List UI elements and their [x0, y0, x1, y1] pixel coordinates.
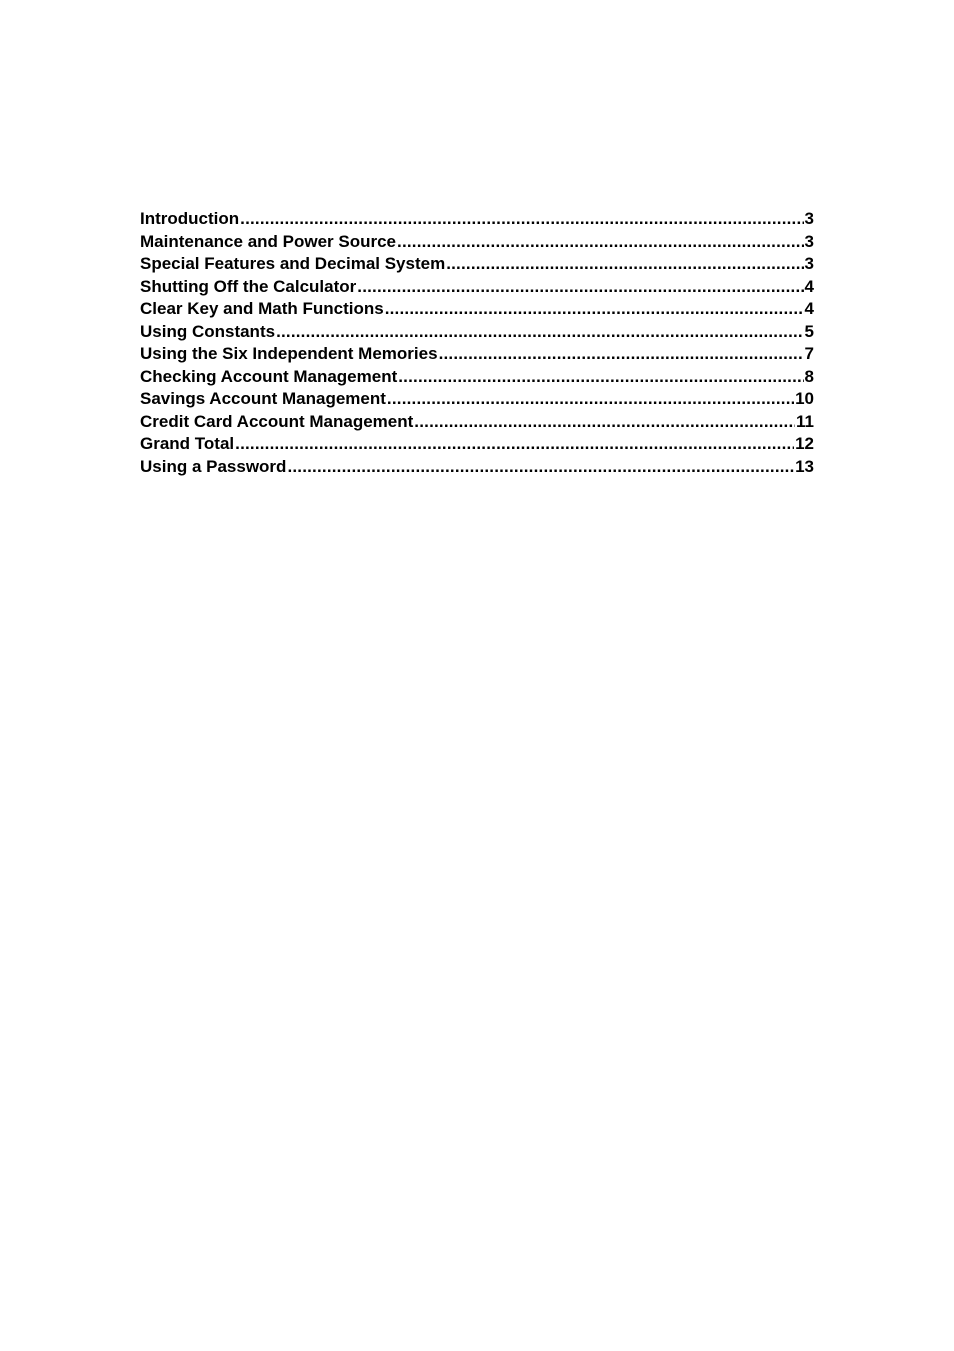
toc-dot-leader: [276, 321, 803, 344]
toc-entry-page: 5: [804, 321, 814, 341]
toc-entry-page: 10: [795, 389, 814, 408]
toc-dot-leader: [414, 411, 795, 434]
toc-dot-leader: [287, 456, 794, 479]
toc-entry-grand-total[interactable]: [140, 433, 814, 456]
toc-dot-leader: [439, 343, 804, 366]
toc-entry-savings-account[interactable]: [140, 388, 814, 411]
toc-entry-page: 8: [804, 366, 814, 386]
toc-entry-page: 12: [795, 434, 814, 453]
toc-entry-page: 3: [804, 231, 814, 251]
toc-entry-page: 13: [795, 456, 814, 476]
toc-dot-leader: [397, 231, 804, 254]
toc-entry-page: 4: [804, 276, 814, 296]
toc-entry-six-memories[interactable]: [140, 343, 814, 366]
table-of-contents: [140, 208, 814, 478]
toc-dot-leader: [446, 253, 803, 276]
toc-entry-shutting-off[interactable]: [140, 276, 814, 299]
toc-entry-title: Maintenance and Power Source: [140, 231, 397, 251]
toc-entry-page: 11: [796, 411, 814, 431]
toc-entry-page: 3: [804, 209, 814, 228]
toc-entry-title: Using a Password: [140, 456, 287, 476]
toc-entry-title: Introduction: [140, 209, 240, 228]
toc-entry-title: Checking Account Management: [140, 366, 398, 386]
toc-entry-credit-card[interactable]: [140, 411, 814, 434]
toc-dot-leader: [235, 433, 794, 456]
toc-entry-page: 4: [804, 299, 814, 318]
toc-dot-leader: [357, 276, 803, 299]
toc-entry-page: 7: [804, 344, 814, 363]
toc-entry-title: Credit Card Account Management: [140, 411, 414, 431]
toc-entry-title: Special Features and Decimal System: [140, 254, 446, 273]
toc-dot-leader: [398, 366, 803, 389]
toc-entry-maintenance[interactable]: [140, 231, 814, 254]
toc-entry-checking-account[interactable]: [140, 366, 814, 389]
toc-entry-password[interactable]: [140, 456, 814, 479]
toc-entry-introduction[interactable]: [140, 208, 814, 231]
toc-entry-page: 3: [804, 254, 814, 273]
toc-entry-title: Using the Six Independent Memories: [140, 344, 438, 363]
toc-entry-clear-key[interactable]: [140, 298, 814, 321]
toc-entry-title: Grand Total: [140, 434, 235, 453]
toc-entry-title: Clear Key and Math Functions: [140, 299, 384, 318]
toc-entry-using-constants[interactable]: [140, 321, 814, 344]
toc-dot-leader: [387, 388, 794, 411]
toc-entry-special-features[interactable]: [140, 253, 814, 276]
toc-dot-leader: [240, 208, 803, 231]
toc-dot-leader: [385, 298, 804, 321]
toc-entry-title: Shutting Off the Calculator: [140, 276, 357, 296]
toc-entry-title: Savings Account Management: [140, 389, 386, 408]
toc-entry-title: Using Constants: [140, 321, 276, 341]
